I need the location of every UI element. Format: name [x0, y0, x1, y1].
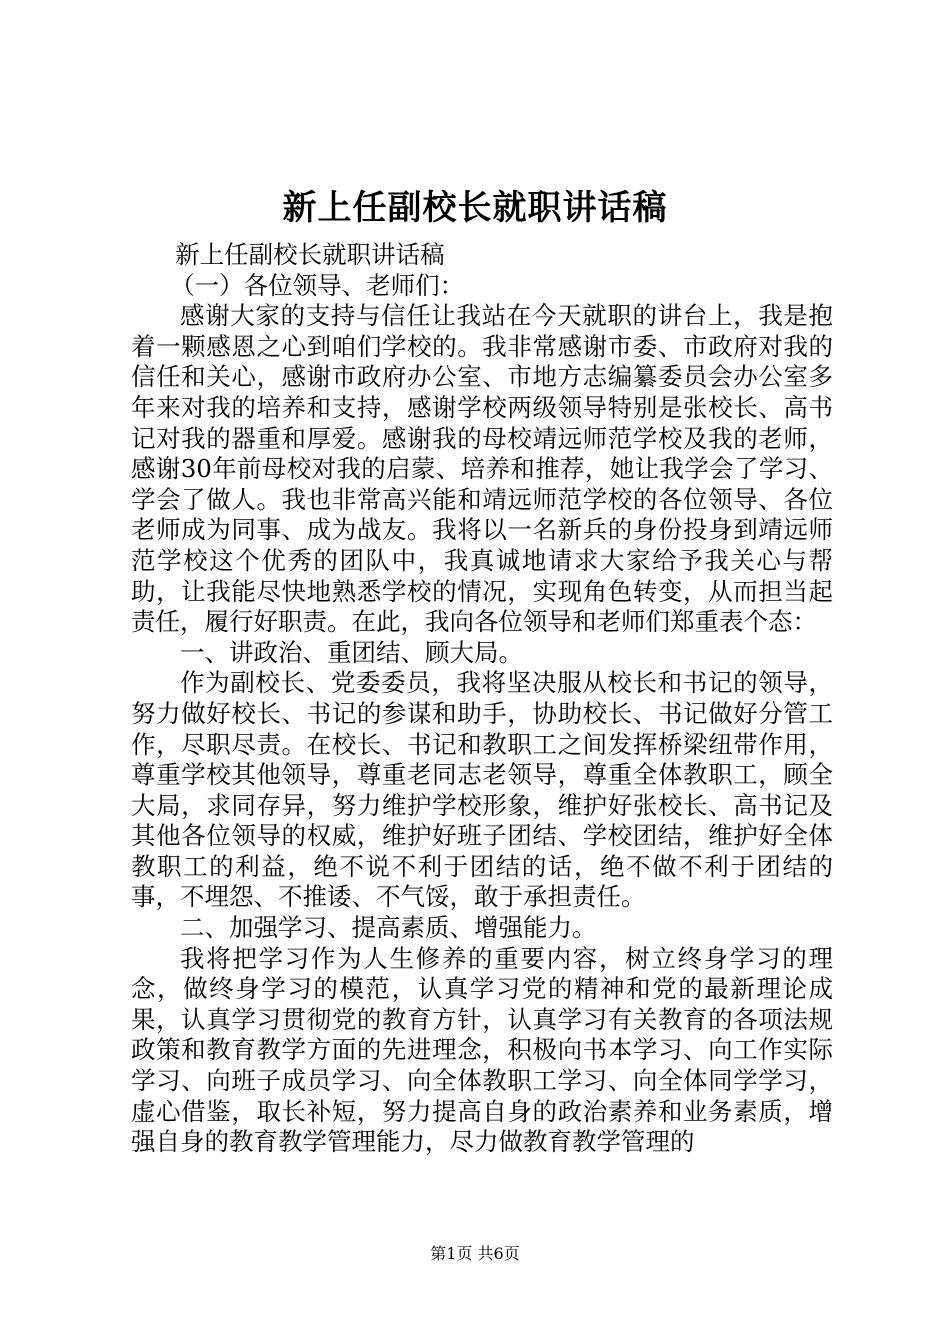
document-title: 新上任副校长就职讲话稿 [282, 188, 668, 228]
paragraph-section-1: 作为副校长、党委委员，我将坚决服从校长和书记的领导，努力做好校长、书记的参谋和助手，协助校长、书记做好分管工作，尽职尽责。在校长、书记和教职工之间发挥桥梁纽带作用，尊重学校其他领导，尊重老同志老领导，尊重全体教职工，顾全大局，求同存异，努力维护学校形象，维护好张校长、高书记及其他各位领导的权威，维护好班子团结、学校团结，维护好全体教职工的利益，绝不说不利于团结的话，绝不做不利于团结的事，不埋怨、不推诿、不气馁，敢于承担责任。 [131, 668, 833, 912]
paragraph-thanks: 感谢大家的支持与信任让我站在今天就职的讲台上，我是抱着一颗感恩之心到咱们学校的。我非常感谢市委、市政府对我的信任和关心，感谢市政府办公室、市地方志编纂委员会办公室多年来对我的培养和支持，感谢学校两级领导特别是张校长、高书记对我的器重和厚爱。感谢我的母校靖远师范学校及我的老师，感谢30年前母校对我的启蒙、培养和推荐，她让我学会了学习、学会了做人。我也非常高兴能和靖远师范学校的各位领导、各位老师成为同事、成为战友。我将以一名新兵的身份投身到靖远师范学校这个优秀的团队中，我真诚地请求大家给予我关心与帮助，让我能尽快地熟悉学校的情况，实现角色转变，从而担当起责任，履行好职责。在此，我向各位领导和老师们郑重表个态： [131, 301, 833, 637]
document-subtitle: 新上任副校长就职讲话稿 [175, 240, 445, 269]
document-body [131, 240, 833, 1158]
page-number-footer: 第1页 共6页 [430, 1244, 520, 1263]
section-heading-1: 一、讲政治、重团结、顾大局。 [180, 637, 523, 667]
greeting-line: （一）各位领导、老师们： [170, 270, 465, 300]
paragraph-section-2: 我将把学习作为人生修养的重要内容，树立终身学习的理念，做终身学习的模范，认真学习党的精神和党的最新理论成果，认真学习贯彻党的教育方针，认真学习有关教育的各项法规政策和教育教学方面的先进理念，积极向书本学习、向工作实际学习、向班子成员学习、向全体教职工学习、向全体同学学习，虚心借鉴，取长补短，努力提高自身的政治素养和业务素质，增强自身的教育教学管理能力，尽力做教育教学管理的 [131, 943, 833, 1157]
section-heading-2: 二、加强学习、提高素质、增强能力。 [180, 913, 597, 943]
